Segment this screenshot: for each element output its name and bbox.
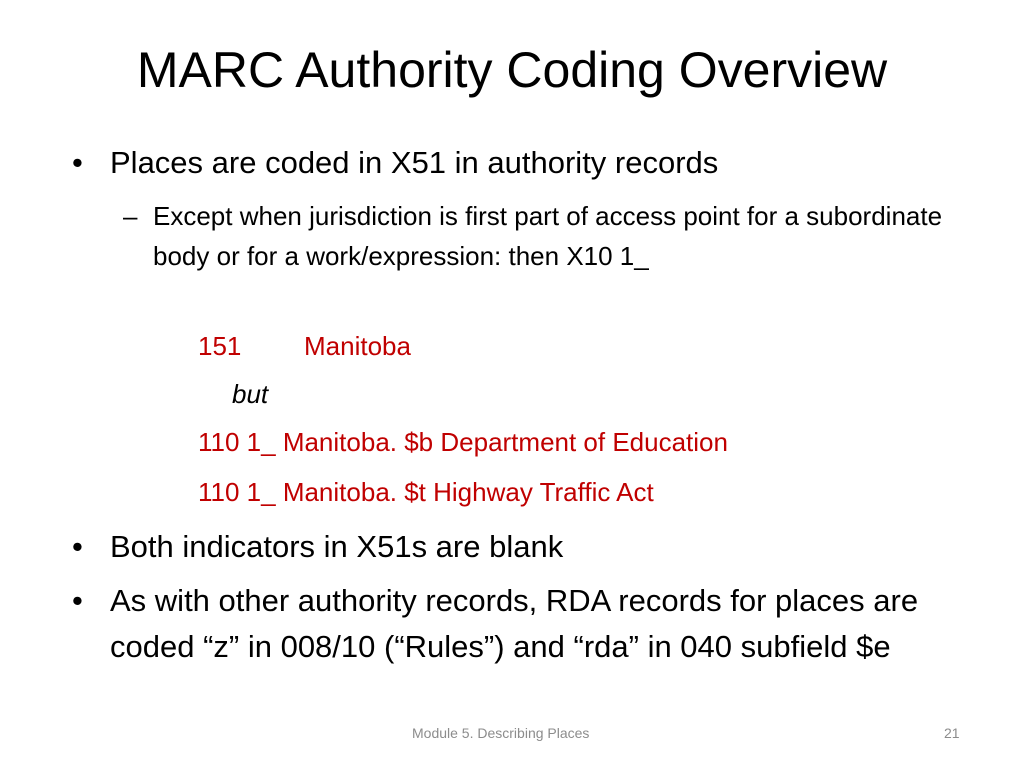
bullet-icon: • (72, 529, 83, 564)
sub-bullet-item (123, 196, 983, 276)
dash-icon: – (123, 201, 138, 231)
example-line: 110 1_ Manitoba. $t Highway Traffic Act (198, 477, 654, 507)
example-line (198, 326, 411, 366)
footer-module: Module 5. Describing Places (412, 725, 590, 741)
example-value: Manitoba (304, 331, 411, 361)
bullet-item (72, 578, 955, 670)
slide-title: MARC Authority Coding Overview (136, 42, 888, 98)
bullet-text: As with other authority records, RDA records for places are coded “z” in 008/10 (“Rules”) and “rda” in 040 subfield $e (110, 583, 919, 664)
bullet-icon: • (72, 145, 83, 180)
bullet-text: Places are coded in X51 in authority records (110, 145, 719, 180)
sub-bullet-text: Except when jurisdiction is first part of access point for a subordinate body or for a work/expression: then X10 1_ (153, 201, 943, 271)
example-connector: but (232, 379, 269, 409)
bullet-text: Both indicators in X51s are blank (110, 529, 564, 564)
bullet-item (72, 524, 970, 570)
bullet-item (72, 140, 970, 186)
example-tag: 151 (198, 331, 242, 361)
example-line: 110 1_ Manitoba. $b Department of Education (198, 427, 728, 457)
slide-number: 21 (944, 725, 960, 741)
bullet-icon: • (72, 583, 83, 618)
